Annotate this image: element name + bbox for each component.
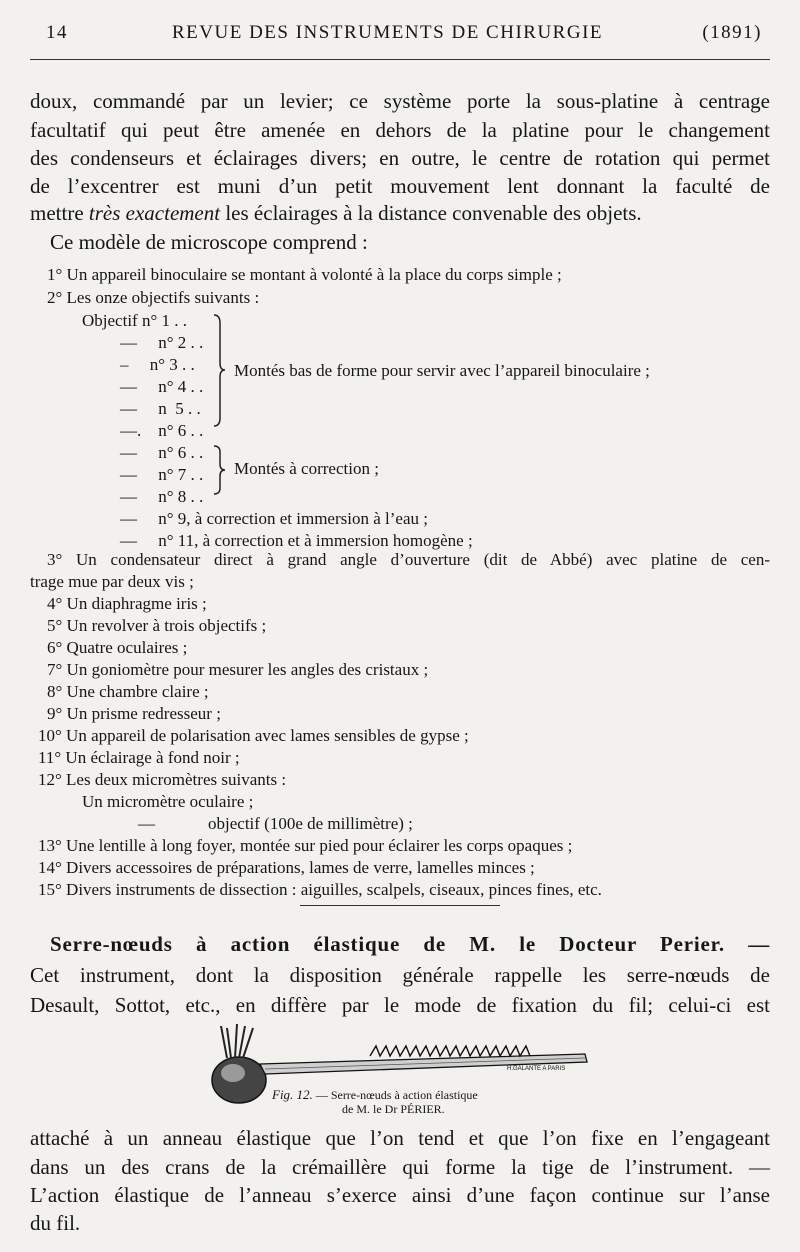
intro-line: doux, commandé par un levier; ce système porte la sous-platine à centrage [30,89,770,113]
objective-item: — n° 6 . . [120,443,204,462]
year: (1891) [702,22,762,43]
caption-label: Fig. 12. [272,1087,313,1102]
list-item: 12° Les deux micromètres suivants : [38,770,287,789]
list-item: 5° Un revolver à trois objectifs ; [47,616,267,635]
closing-line: du fil. [30,1211,81,1235]
list-item: 11° Un éclairage à fond noir ; [38,748,240,767]
intro-line-last [30,201,642,226]
closing-line: L’action élastique de l’anneau s’exerce ainsi d’une façon continue sur l’anse [30,1183,770,1207]
list-item: 7° Un goniomètre pour mesurer les angles des cristaux ; [47,660,429,679]
brace-label-1: Montés bas de forme pour servir avec l’appareil binoculaire ; [234,361,650,380]
figure-caption [272,1088,478,1116]
section-line: Desault, Sottot, etc., en diffère par le mode de fixation du fil; celui-ci est [30,993,770,1017]
objective-item: — n 5 . . [120,399,201,418]
intro-line: des condenseurs et éclairages divers; en outre, le centre de rotation qui permet [30,146,770,170]
journal-title: REVUE DES INSTRUMENTS DE CHIRURGIE [172,22,603,43]
closing-line: attaché à un anneau élastique que l’on tend et que l’on fixe en l’engageant [30,1126,770,1150]
list-item: 13° Une lentille à long foyer, montée sur pied pour éclairer les corps opaques ; [38,836,573,855]
list-item: 2° Les onze objectifs suivants : [47,288,260,307]
list-subitem-dash: — [138,814,155,833]
list-item: 4° Un diaphragme iris ; [47,594,207,613]
objective-item: — n° 7 . . [120,465,204,484]
model-heading: Ce modèle de microscope comprend : [50,230,368,254]
intro-text: mettre [30,201,89,225]
list-item: 1° Un appareil binoculaire se montant à volonté à la place du corps simple ; [47,265,562,284]
maker-mark: H.GALANTE A PARIS [507,1066,566,1072]
header-rule [30,59,770,60]
section-title: Serre-nœuds à action élastique de M. le Docteur Perier. [50,932,725,956]
page-number: 14 [46,22,68,43]
objective-item: — n° 4 . . [120,377,204,396]
objective-item: — n° 11, à correction et à immersion homogène ; [120,531,473,550]
intro-line: facultatif qui peut être amenée en dehors de la platine pour le changement [30,118,770,142]
brace-group-1 [212,313,226,428]
list-item: trage mue par deux vis ; [30,572,194,591]
list-subitem: objectif (100e de millimètre) ; [208,814,413,833]
intro-text: les éclairages à la distance convenable des objets. [220,201,642,225]
objective-item: — n° 8 . . [120,487,204,506]
section-line: Cet instrument, dont la disposition générale rappelle les serre-nœuds de [30,963,770,987]
section-title-dash: — [724,932,770,956]
list-item: 3° Un condensateur direct à grand angle d’ouverture (dit de Abbé) avec platine de cen- [47,550,770,569]
objective-item: Objectif n° 1 . . [82,311,187,330]
list-item: 9° Un prisme redresseur ; [47,704,221,723]
list-item: 15° Divers instruments de dissection : aiguilles, scalpels, ciseaux, pinces fines, etc. [38,880,602,899]
objective-item: —. n° 6 . . [120,421,204,440]
section-heading-line [50,932,770,957]
caption-text: — Serre-nœuds à action élastique [315,1088,478,1102]
list-subitem: Un micromètre oculaire ; [82,792,254,811]
list-item: 8° Une chambre claire ; [47,682,209,701]
objective-item: – n° 3 . . [120,355,195,374]
list-item: 14° Divers accessoires de préparations, lames de verre, lamelles minces ; [38,858,535,877]
list-item: 6° Quatre oculaires ; [47,638,188,657]
closing-line: dans un des crans de la crémaillère qui forme la tige de l’instrument. — [30,1155,770,1179]
objective-item: — n° 9, à correction et immersion à l’eau ; [120,509,428,528]
objective-item: — n° 2 . . [120,333,204,352]
caption-text: de M. le Dr PÉRIER. [342,1102,445,1116]
brace-label-2: Montés à correction ; [234,459,379,478]
intro-emphasis: très exactement [88,201,221,225]
section-separator [300,905,500,906]
intro-line: de l’excentrer est muni d’un petit mouvement lent donnant la faculté de [30,174,770,198]
running-header [30,22,770,48]
list-item: 10° Un appareil de polarisation avec lames sensibles de gypse ; [38,726,469,745]
brace-group-2 [212,444,226,496]
